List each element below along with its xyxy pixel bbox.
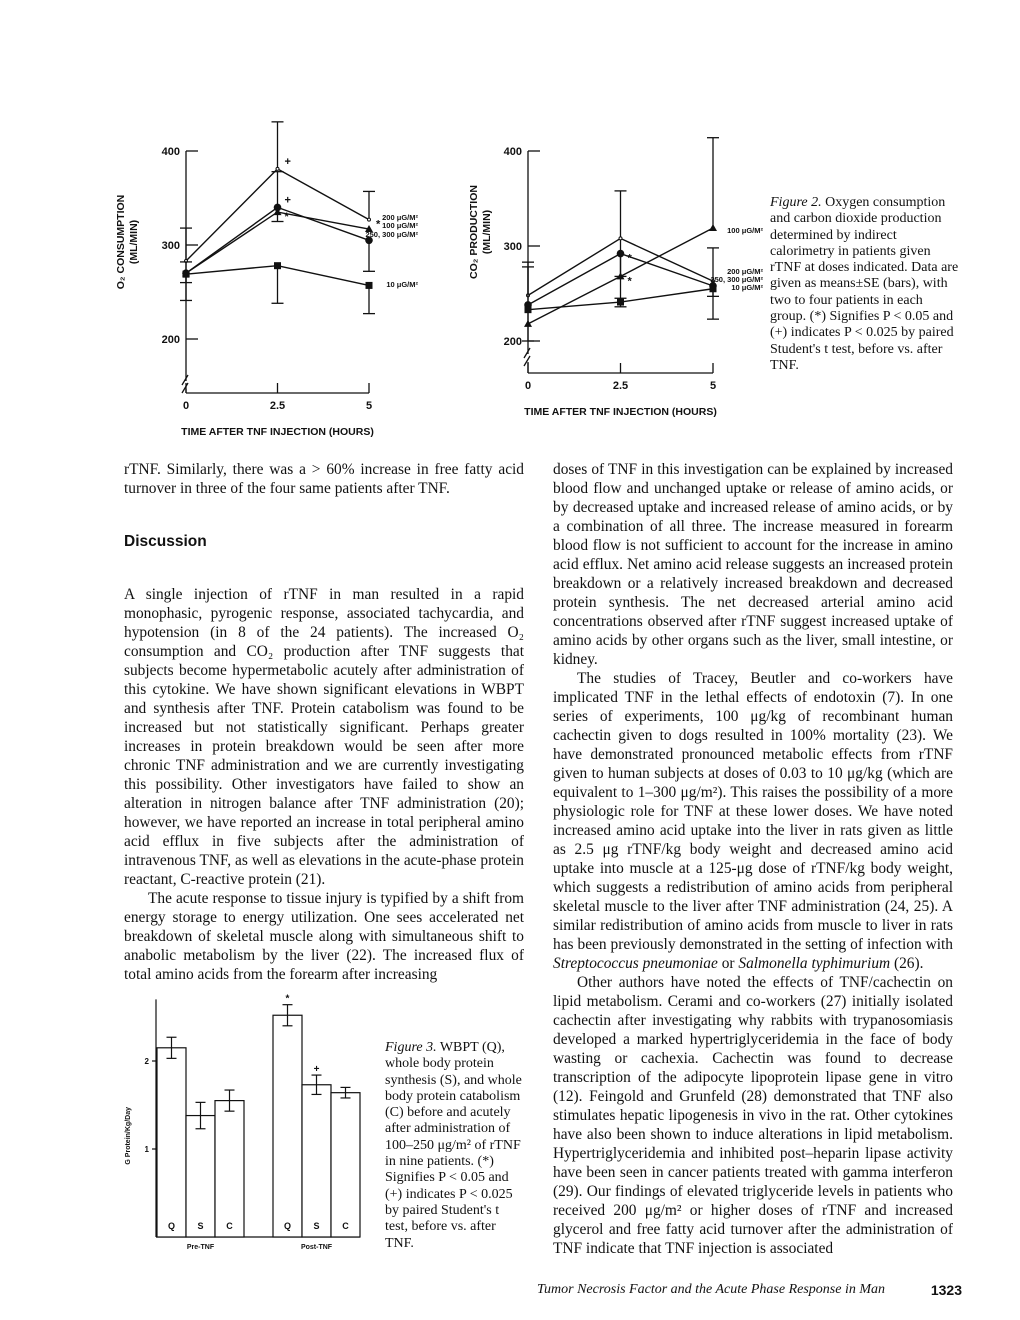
series-label: 250, 300 μG/M² [365, 230, 418, 239]
y-axis-label: O₂ CONSUMPTION [115, 194, 127, 290]
series-label: 250, 300 μG/M² [710, 275, 763, 284]
x-tick-label: 0 [182, 400, 190, 412]
figure3-caption [385, 1040, 525, 1252]
species-name: Streptococcus pneumoniae [553, 955, 718, 972]
data-point-open [619, 237, 622, 240]
left-column [124, 460, 524, 984]
x-tick-label: 2.5 [612, 380, 629, 392]
y-axis-label: G Protein/Kg/Day [125, 1107, 132, 1165]
significance-marker: + [313, 1064, 320, 1076]
data-point-square [183, 271, 190, 278]
running-title: Tumor Necrosis Factor and the Acute Phase Response in Man [537, 1282, 886, 1297]
series-label: 100 μG/M² [382, 221, 418, 230]
bar [273, 1015, 302, 1237]
series-label: 200 μG/M² [727, 267, 763, 276]
x-tick-label: 5 [365, 400, 373, 412]
left-paragraph-1: rTNF. Similarly, there was a > 60% increase in free fatty acid turnover in three of the four same patients after TNF. [124, 461, 524, 497]
data-point-open [276, 167, 279, 170]
figure2-caption-label: Figure 2. [770, 195, 822, 210]
x-axis-label: TIME AFTER TNF INJECTION (HOURS) [181, 426, 374, 438]
significance-marker: + [284, 155, 291, 168]
y-tick-label: 1 [144, 1145, 149, 1154]
x-tick-label: 0 [524, 380, 532, 392]
o2-consumption-chart [100, 100, 430, 440]
figure3-caption-text: WBPT (Q), whole body protein synthesis (S), and whole body protein catabolism (C) before and acutely after administration of 100–250 μg/m² of rTNF in nine patients. (*) Signifies P < 0.05 and (+) indicates P < 0.025 by paired Student's t test, before vs. after TNF. [385, 1040, 522, 1251]
co2-production-chart [445, 120, 765, 440]
bar [186, 1116, 215, 1237]
page-number: 1323 [930, 1282, 962, 1298]
y-axis-label: CO₂ PRODUCTION [468, 185, 480, 279]
left-paragraph-3: The acute response to tissue injury is typified by a shift from energy storage to energy utilization. One sees accelerated net breakdown of skeletal muscle along with simultaneous shift to anabolic metabolism by the liver (22). The increased flux of total amino acids from the forearm after increasing [124, 890, 524, 983]
y-axis-label-units: (ML/MIN) [481, 209, 493, 255]
data-point-square [617, 299, 624, 306]
bar [331, 1093, 360, 1237]
series-label: 10 μG/M² [386, 280, 418, 289]
right-paragraph-2-text: The studies of Tracey, Beutler and co-workers have implicated TNF in the lethal effects of endotoxin (7). In one series of experiments, 100 μg/kg of recombinant human cachectin given to dogs resulted in 100% mortality (23). We have demonstrated pronounced metabolic effects from rTNF given to human subjects at doses of 0.03 to 10 μg/kg (which are equivalent to 1–300 μg/m²). This raises the possibility of a more physiologic role for TNF at these lower doses. We have noted increased amino acid uptake into the liver in rats given as little as 2.5 μg rTNF/kg body weight and decreased amino acid uptake into muscle at a 125-μg dose of rTNF/kg body weight, which suggests a redistribution of amino acids from peripheral skeletal muscle to the liver after TNF administration (24, 25). A similar redistribution of amino acids from muscle to liver in rats has been previously demonstrated in the setting of infection with [553, 670, 953, 953]
category-label: C [226, 1221, 233, 1231]
citation: (26). [890, 955, 924, 972]
category-label: C [342, 1221, 349, 1231]
left-paragraph-2: A single injection of rTNF in man resulted in a rapid monophasic, pyrogenic response, associated tachycardia, and hypotension (in 8 of the 24 patients). The increased O₂ consumption and CO₂ production after TNF suggests that subjects become hypermetabolic acutely after administration of this cytokine. We have shown significant elevations in WBPT and synthesis after TNF. Protein catabolism was found to be increased but not statistically significant. Perhaps greater increases in protein breakdown would be seen after more chronic TNF administration and we are currently investigating this possibility. Other investigators have failed to show an alteration in nitrogen balance after TNF administration (20); however, we have reported an increase in total peripheral amino acid efflux in five subjects after the administration of intravenous TNF, as well as elevations in the acute-phase protein reactant, C-reactive protein (21). [124, 586, 524, 888]
data-point-open [368, 218, 371, 221]
right-paragraph-1: doses of TNF in this investigation can be explained by increased blood flow and unchanged uptake or release of amino acids, or by decreased uptake and increased release of amino acids, or by a combination of all three. The increase measured in forearm blood flow is not sufficient to account for the increase in amino acid efflux. Net amino acid release suggests an increased protein breakdown or a relatively increased breakdown and decreased protein synthesis. The net decreased arterial amino acid concentrations observed after rTNF suggest increased uptake of amino acids by other organs such as the liver, small intestine, or kidney. [553, 461, 953, 668]
data-point-square [710, 285, 717, 292]
figure2-caption [770, 195, 960, 374]
data-point-triangle [709, 224, 717, 231]
significance-marker: * [376, 218, 381, 231]
y-tick-label: 300 [161, 240, 180, 252]
discussion-heading: Discussion [124, 533, 207, 550]
right-paragraph-2 [553, 669, 953, 973]
group-label: Post-TNF [300, 1244, 333, 1251]
y-tick-label: 400 [161, 146, 180, 158]
bar [302, 1085, 331, 1237]
series-label: 200 μG/M² [382, 213, 418, 222]
page-footer [537, 1282, 962, 1298]
x-tick-label: 5 [709, 380, 717, 392]
data-point-circle [617, 250, 625, 258]
x-axis-label: TIME AFTER TNF INJECTION (HOURS) [524, 406, 717, 418]
y-tick-label: 300 [503, 241, 522, 253]
category-label: Q [167, 1221, 176, 1231]
y-tick-label: 2 [144, 1057, 149, 1066]
significance-marker: + [284, 194, 291, 207]
y-tick-label: 200 [161, 334, 180, 346]
protein-kinetics-bar-chart [110, 993, 370, 1270]
data-point-square [274, 262, 281, 269]
figure2-caption-text: Oxygen consumption and carbon dioxide production determined by indirect calorimetry in patients given rTNF at doses indicated. Data are given as means±SE (bars), with two to four patients in each group. (*) Signifies P < 0.05 and (+) indicates P < 0.025 by paired Student's t test, before vs. after TNF. [770, 195, 959, 373]
right-column [553, 460, 953, 1258]
data-point-square [525, 306, 532, 313]
figure3-caption-label: Figure 3. [385, 1040, 437, 1055]
series-label: 10 μG/M² [731, 283, 763, 292]
x-tick-label: 2.5 [269, 400, 286, 412]
bar [215, 1101, 244, 1237]
species-name: Salmonella typhimurium [738, 955, 891, 972]
category-label: Q [283, 1221, 292, 1231]
y-tick-label: 200 [503, 336, 522, 348]
significance-marker: * [627, 252, 632, 265]
category-label: S [313, 1221, 320, 1231]
category-label: S [197, 1221, 204, 1231]
significance-marker: * [285, 993, 290, 1005]
significance-marker: * [284, 211, 289, 224]
y-tick-label: 400 [503, 146, 522, 158]
data-point-square [366, 282, 373, 289]
group-label: Pre-TNF [186, 1244, 215, 1251]
y-axis-label-units: (ML/MIN) [128, 219, 140, 265]
series-label: 100 μG/M² [727, 226, 763, 235]
right-paragraph-3: Other authors have noted the effects of TNF/cachectin on lipid metabolism. Cerami and co-workers (27) initially isolated cachectin after investigating why rabbits with trypanosomiasis developed a marked hypertriglyceridemia in the face of body wasting or cachexia. Cachectin was found to decrease transcription of the adipocyte lipoprotein lipase gene in vitro (12). Feingold and Grunfeld (28) demonstrated that TNF also stimulates hepatic lipogenesis in vivo in the rat. Other cytokines have also been shown to induce alterations in lipid metabolism. Hypertriglyceridemia and inhibited post–heparin lipase activity have been seen in cancer patients treated with gamma interferon (29). Our findings of elevated triglyceride levels in patients who received 200 μg/m² or higher doses of rTNF and increased glycerol and free fatty acid turnover after the administration of TNF indicate that TNF injection is associated [553, 974, 953, 1257]
data-point-circle [274, 204, 282, 212]
bar [157, 1048, 186, 1237]
conjunction: or [717, 955, 739, 972]
significance-marker: * [627, 275, 632, 288]
